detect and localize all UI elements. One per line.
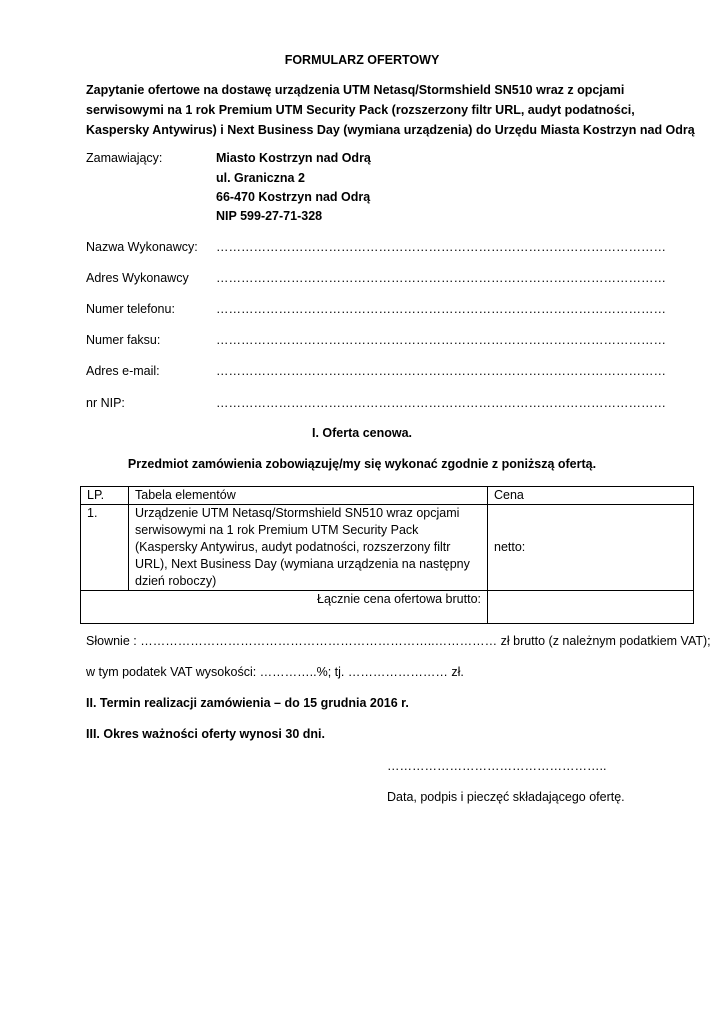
field-dots-nip[interactable]: ………………………………………………………………………………………………	[216, 396, 666, 410]
section-price-offer: I. Oferta cenowa.	[311, 426, 413, 440]
total-value[interactable]	[488, 591, 694, 624]
total-label: Łącznie cena ofertowa brutto:	[81, 591, 488, 624]
intro-paragraph: Zapytanie ofertowe na dostawę urządzenia UTM Netasq/Stormshield SN510 wraz z opcjami serwisowymi na 1 rok Premium UTM Security Pack (rozszerzony filtr URL, audyt podatności, Kaspersky Antywirus) i Next Business Day (wymiana urządzenia) do Urzędu Miasta Kostrzyn nad Odrą	[86, 83, 695, 137]
orderer-street: ul. Graniczna 2	[216, 171, 305, 185]
document-title: FORMULARZ OFERTOWY	[284, 53, 440, 67]
section-deadline: II. Termin realizacji zamówienia – do 15 grudnia 2016 r.	[86, 696, 409, 710]
field-label-contractor-name: Nazwa Wykonawcy:	[86, 240, 198, 254]
field-label-phone: Numer telefonu:	[86, 302, 175, 316]
orderer-label: Zamawiający:	[86, 151, 163, 165]
row-price[interactable]: netto:	[488, 505, 694, 591]
field-dots-fax[interactable]: ………………………………………………………………………………………………	[216, 333, 666, 347]
field-dots-phone[interactable]: ………………………………………………………………………………………………	[216, 302, 666, 316]
amount-in-words-line: Słownie : ……………………………………………………………..…………… zł brutto (z należnym podatkiem VAT);	[86, 634, 711, 648]
header-elements: Tabela elementów	[129, 487, 488, 505]
offer-table	[80, 486, 694, 624]
table-header-row	[81, 487, 694, 505]
field-dots-contractor-address[interactable]: ………………………………………………………………………………………………	[216, 271, 666, 285]
table-total-row	[81, 591, 694, 624]
field-dots-email[interactable]: ………………………………………………………………………………………………	[216, 364, 666, 378]
commitment-text: Przedmiot zamówienia zobowiązuję/my się wykonać zgodnie z poniższą ofertą.	[127, 457, 597, 471]
field-label-email: Adres e-mail:	[86, 364, 160, 378]
field-label-fax: Numer faksu:	[86, 333, 161, 347]
row-lp: 1.	[81, 505, 129, 591]
field-label-nip: nr NIP:	[86, 396, 125, 410]
header-price: Cena	[488, 487, 694, 505]
orderer-city: 66-470 Kostrzyn nad Odrą	[216, 190, 371, 204]
row-description: Urządzenie UTM Netasq/Stormshield SN510 wraz opcjami serwisowymi na 1 rok Premium UTM Security Pack (Kaspersky Antywirus, audyt podatności, rozszerzony filtr URL), Next Business Day (wymiana urządzenia na następny dzień roboczy)	[129, 505, 488, 591]
section-validity: III. Okres ważności oferty wynosi 30 dni.	[86, 727, 325, 741]
field-dots-contractor-name[interactable]: ………………………………………………………………………………………………	[216, 240, 666, 254]
signature-dots[interactable]: ……………………………………………..	[387, 759, 607, 773]
orderer-nip: NIP 599-27-71-328	[216, 209, 323, 223]
table-row	[81, 505, 694, 591]
vat-line: w tym podatek VAT wysokości: …………..%; tj. …………………… zł.	[86, 665, 464, 679]
signature-caption: Data, podpis i pieczęć składającego ofertę.	[387, 790, 625, 804]
field-label-contractor-address: Adres Wykonawcy	[86, 271, 189, 285]
header-lp: LP.	[81, 487, 129, 505]
orderer-name: Miasto Kostrzyn nad Odrą	[216, 151, 371, 165]
